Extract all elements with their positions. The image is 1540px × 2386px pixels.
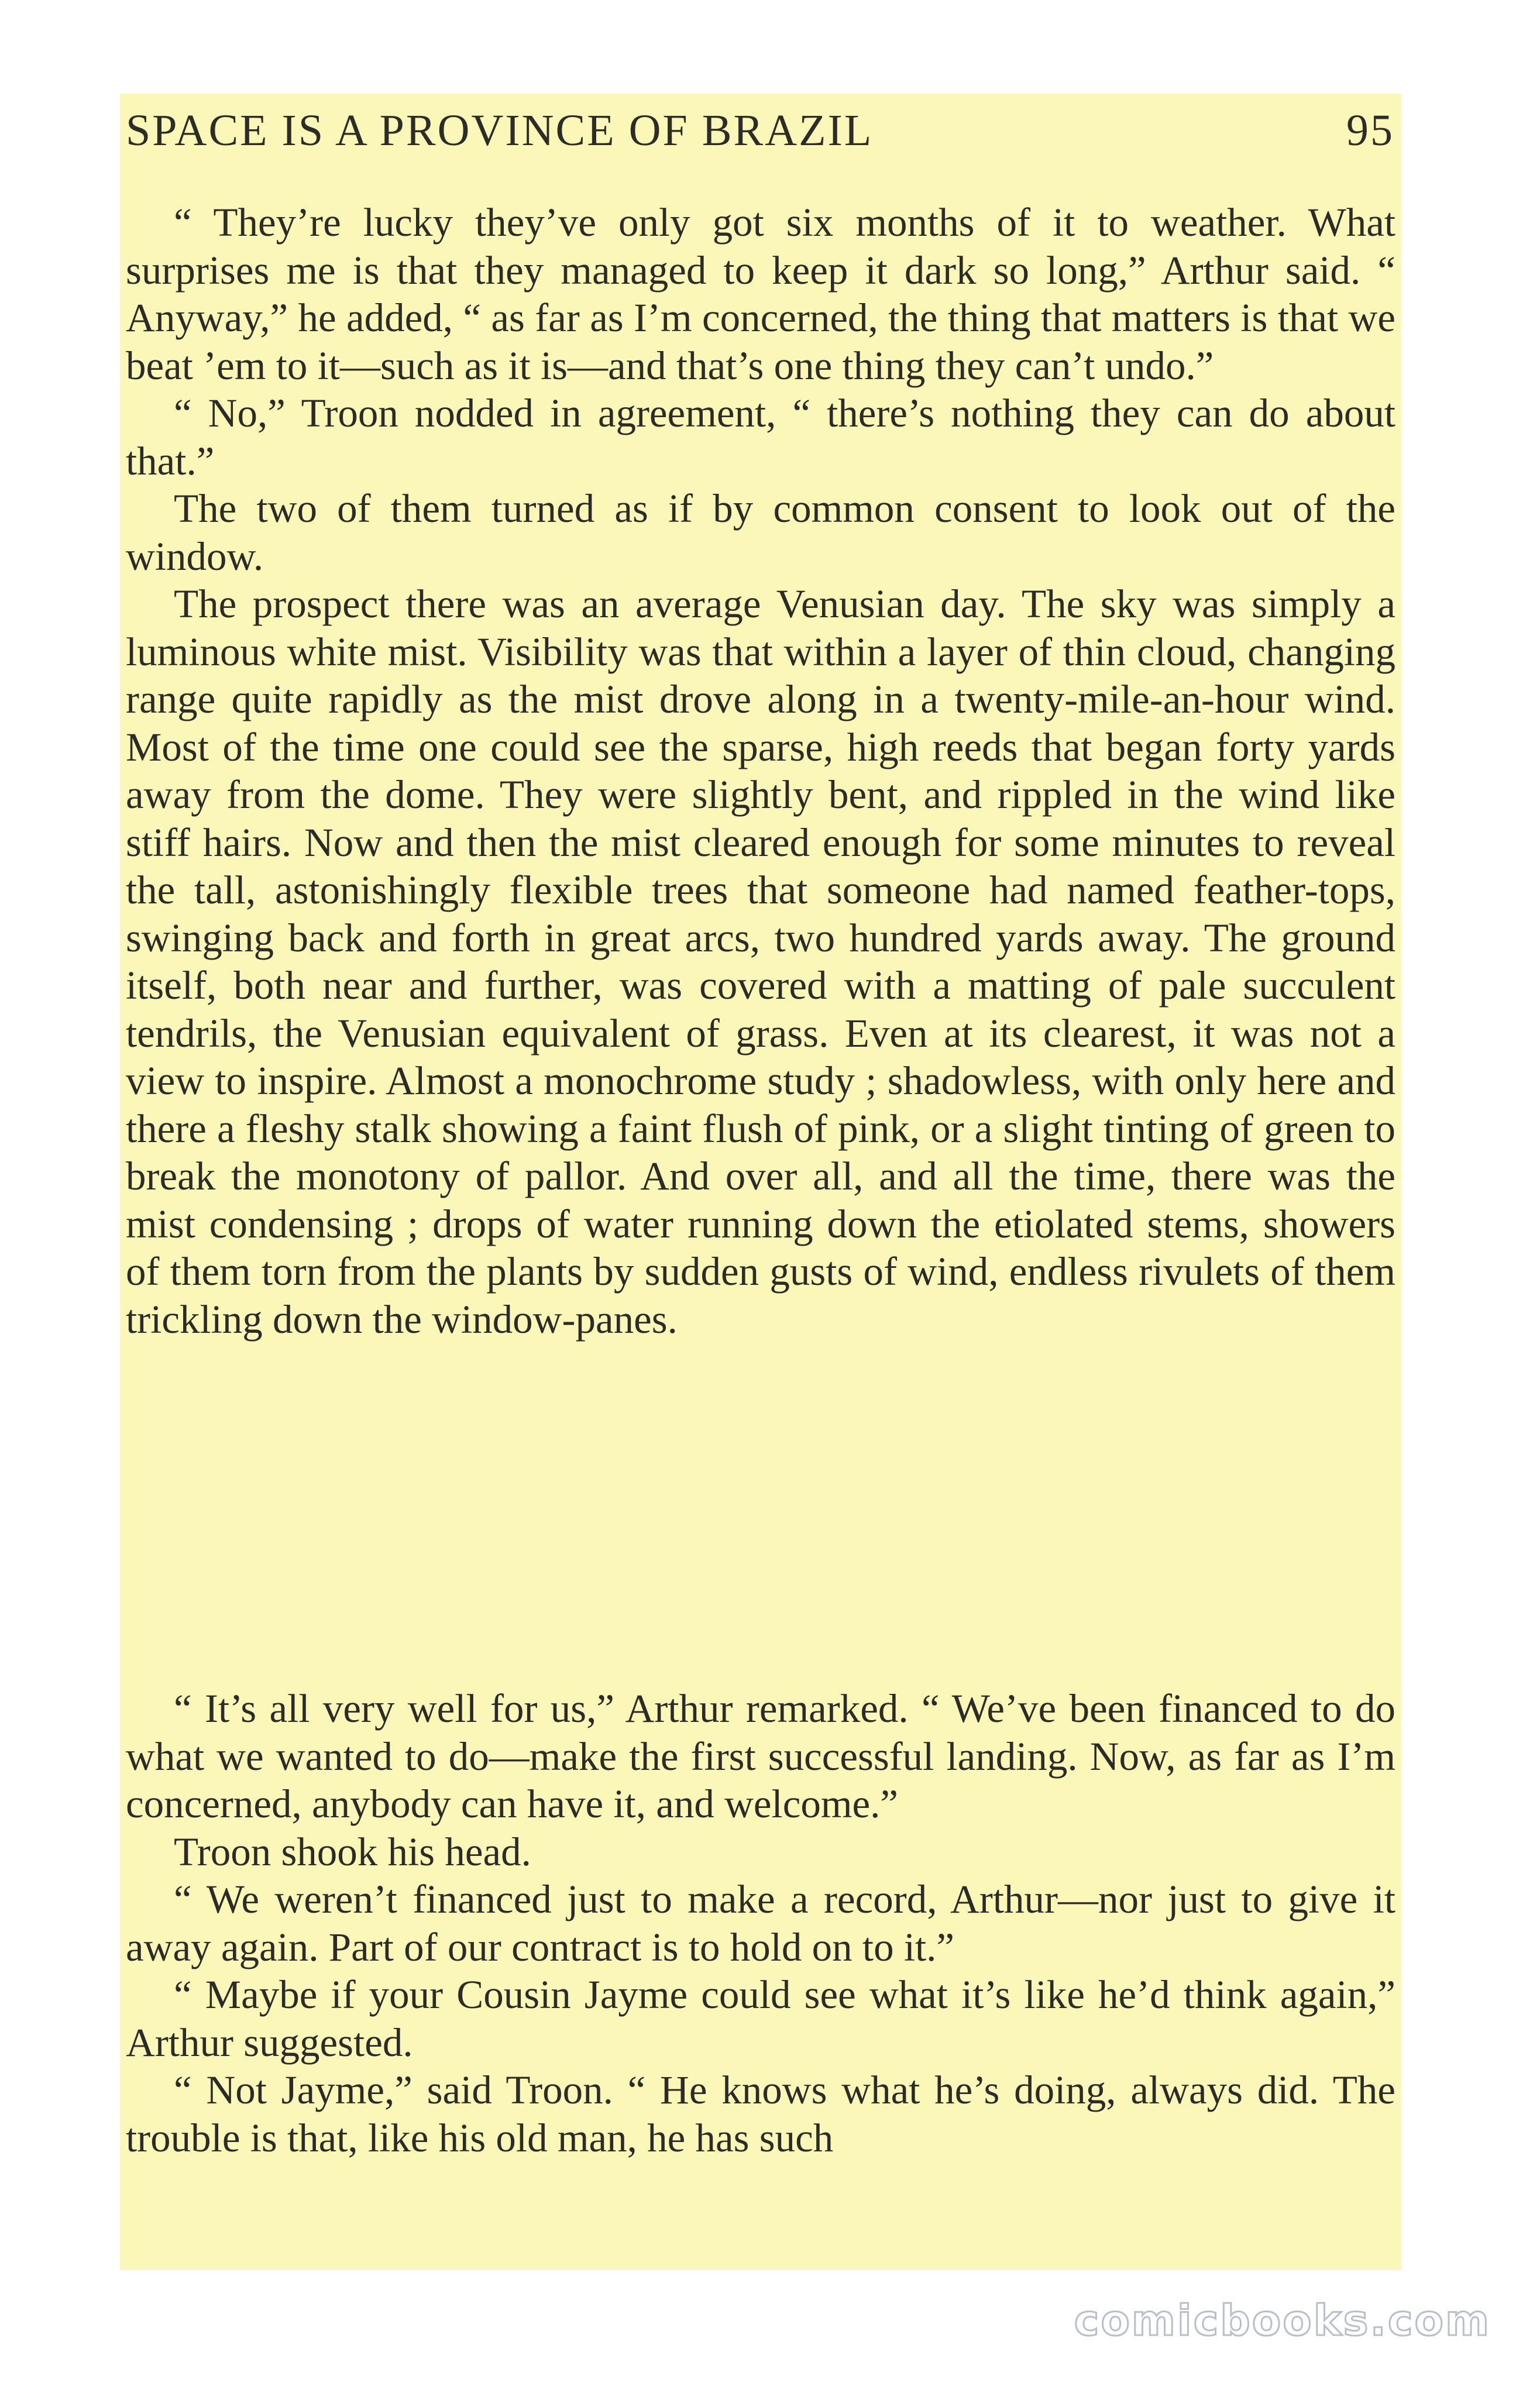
text-block-1	[126, 199, 1395, 1343]
page-number: 95	[1346, 105, 1394, 155]
paragraph: “ They’re lucky they’ve only got six months of it to weather. What surprises me is that they managed to keep it dark so long,” Arthur said. “ Anyway,” he added, “ as far as I’m concerned, the thing that matters is that we beat ’em to it—such as it is—and that’s one thing they can’t undo.”	[126, 200, 1395, 388]
paragraph: “ It’s all very well for us,” Arthur remarked. “ We’ve been financed to do what we wanted to do—make the first successful landing. Now, as far as I’m concerned, anybody can have it, and welcome.”	[126, 1686, 1395, 1826]
site-watermark: comicbooks.com	[1074, 2296, 1491, 2345]
paragraph: Troon shook his head.	[174, 1829, 531, 1874]
running-title: SPACE IS A PROVINCE OF BRAZIL	[126, 105, 874, 155]
paragraph: “ Maybe if your Cousin Jayme could see what it’s like he’d think again,” Arthur suggested.	[126, 1972, 1395, 2065]
paragraph: The prospect there was an average Venusian day. The sky was simply a luminous white mist. Visibility was that within a layer of thin cloud, changing range quite rapidly as the mist drove along in a twenty-mile-an-hour wind. Most of the time one could see the sparse, high reeds that began forty yards away from the dome. They were slightly bent, and rippled in the wind like stiff hairs. Now and then the mist cleared enough for some minutes to reveal the tall, astonishingly flexible trees that someone had named feather-tops, swinging back and forth in great arcs, two hundred yards away. The ground itself, both near and further, was covered with a matting of pale succulent tendrils, the Venusian equivalent of grass. Even at its clearest, it was not a view to inspire. Almost a monochrome study ; shadowless, with only here and there a fleshy stalk showing a faint flush of pink, or a slight tinting of green to break the monotony of pallor. And over all, and all the time, there was the mist condensing ; drops of water running down the etiolated stems, showers of them torn from the plants by sudden gusts of wind, endless rivulets of them trickling down the window-panes.	[126, 582, 1395, 1342]
paragraph: “ Not Jayme,” said Troon. “ He knows what he’s doing, always did. The trouble is that, like his old man, he has such	[126, 2068, 1395, 2160]
paragraph: “ We weren’t financed just to make a record, Arthur—nor just to give it away again. Part of our contract is to hold on to it.”	[126, 1877, 1395, 1969]
paragraph: “ No,” Troon nodded in agreement, “ there’s nothing they can do about that.”	[126, 391, 1395, 483]
page-header	[126, 98, 1394, 163]
text-block-2	[126, 1685, 1395, 2162]
book-page	[120, 94, 1401, 2270]
paragraph: The two of them turned as if by common consent to look out of the window.	[126, 486, 1395, 579]
